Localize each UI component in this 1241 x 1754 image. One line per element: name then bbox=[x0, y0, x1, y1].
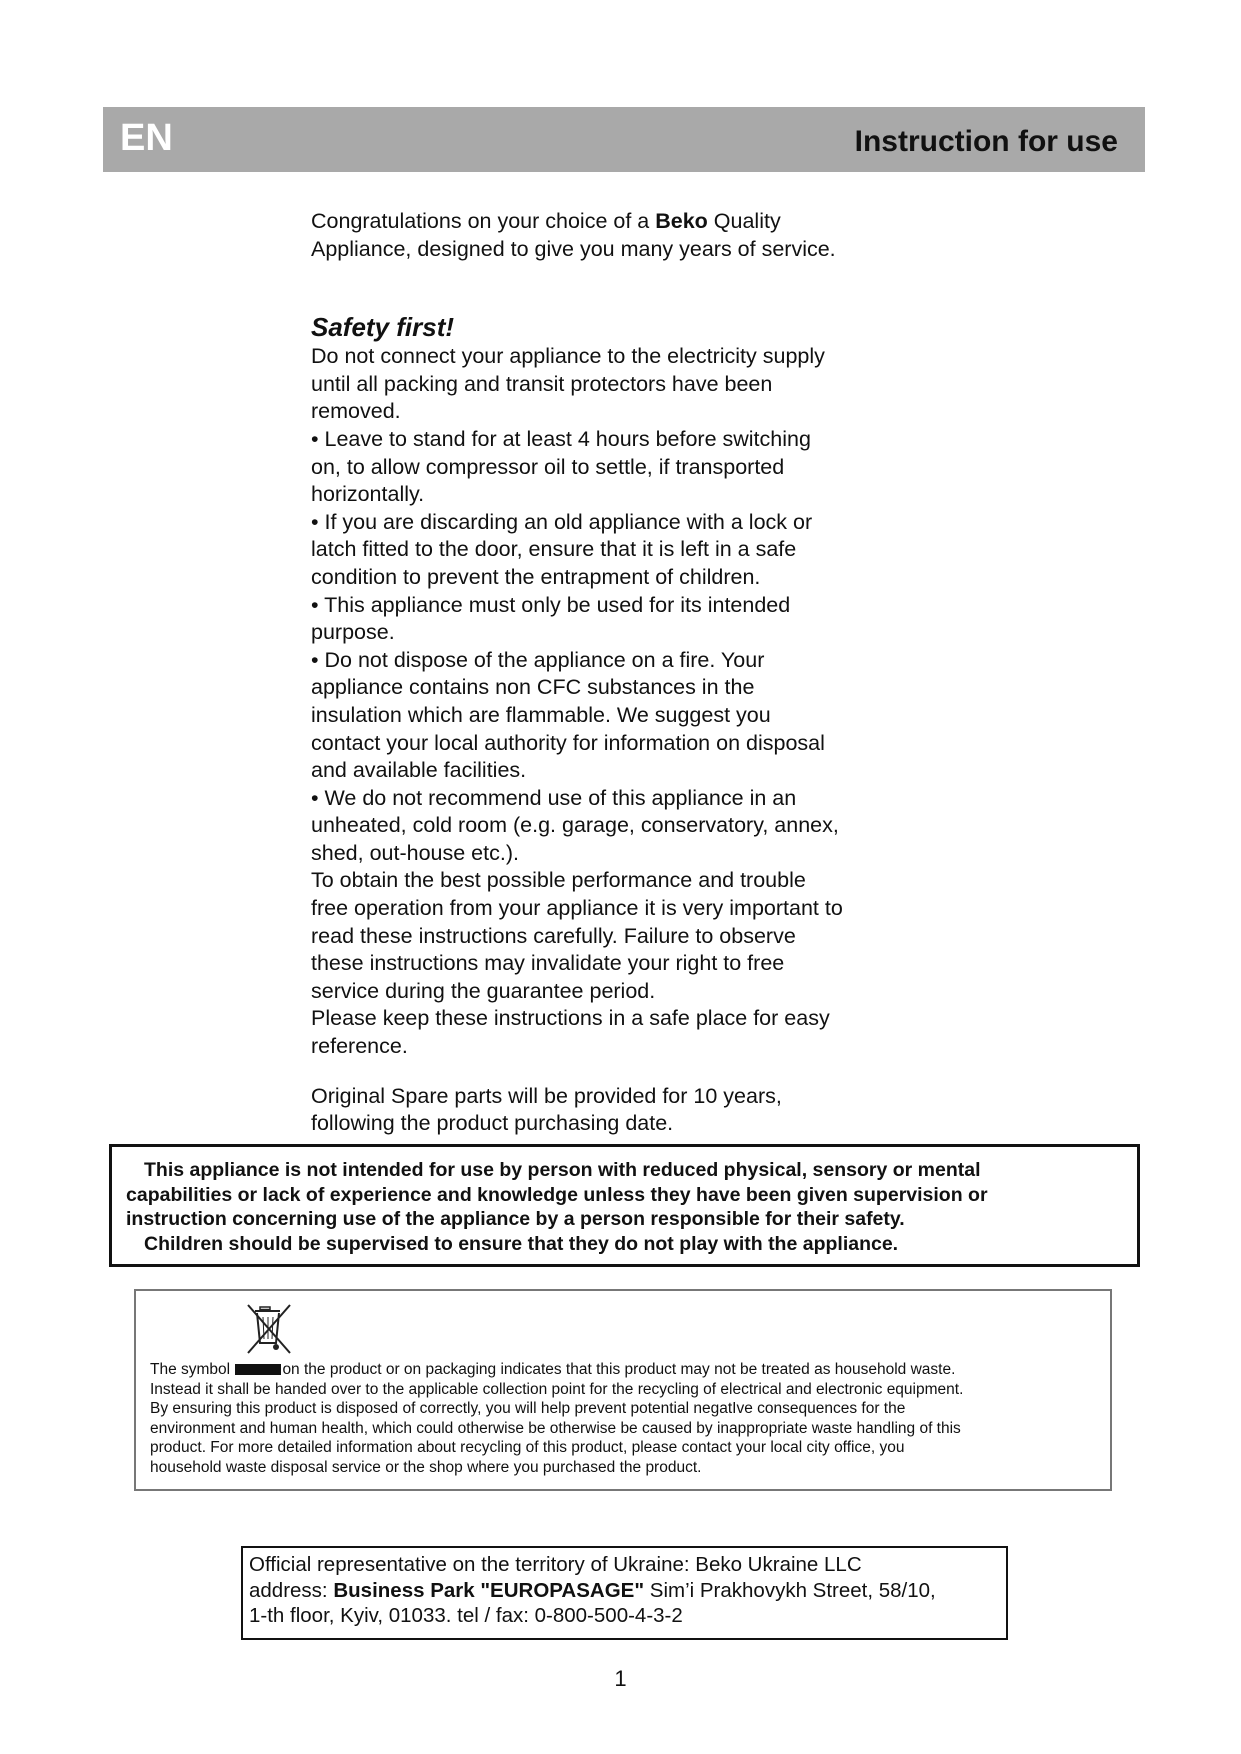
warning-line: This appliance is not intended for use by person with reduced physical, sensory or mental bbox=[144, 1159, 981, 1181]
address-line: address: Business Park "EUROPASAGE" Sim’i Prakhovykh Street, 58/10, bbox=[249, 1578, 936, 1602]
black-bar-symbol bbox=[235, 1364, 281, 1375]
safety-paragraph: • This appliance must only be used for its intended purpose. bbox=[311, 592, 791, 645]
safety-paragraph: To obtain the best possible performance and trouble free operation from your appliance it is very important to read these instructions carefully. Failure to observe these instructions may invalidate your right to free service during the guarantee period. bbox=[311, 868, 843, 1003]
warning-notice bbox=[109, 1144, 1140, 1267]
warning-line: instruction concerning use of the appliance by a person responsible for their safety. bbox=[126, 1208, 905, 1230]
page-header bbox=[103, 107, 1145, 172]
safety-paragraph: • Leave to stand for at least 4 hours before switching on, to allow compressor oil to settle, if transported horizontally. bbox=[311, 426, 811, 507]
spare-parts-note: Original Spare parts will be provided for 10 years, following the product purchasing date. bbox=[311, 1083, 782, 1136]
brand-name: Beko bbox=[655, 209, 708, 233]
safety-paragraph: Do not connect your appliance to the electricity supply until all packing and transit protectors have been removed. bbox=[311, 344, 825, 424]
weee-disposal-notice bbox=[134, 1289, 1112, 1491]
language-label: EN bbox=[120, 117, 173, 159]
contact-line: 1-th floor, Kyiv, 01033. tel / fax: 0-800-500-4-3-2 bbox=[249, 1604, 683, 1627]
safety-paragraphs bbox=[311, 343, 911, 1060]
safety-paragraph: • If you are discarding an old appliance with a lock or latch fitted to the door, ensure that it is left in a safe condition to prevent the entrapment of children. bbox=[311, 509, 813, 589]
crossed-out-wheelie-bin-icon bbox=[246, 1303, 292, 1355]
document-title: Instruction for use bbox=[854, 125, 1118, 158]
weee-text: The symbol on the product or on packaging indicates that this product may not be treated as household waste. Instead it shall be handed over to the applicable collection point for the recycling of electrical and electronic equipment. By ensuring this product is disposed of correctly, you will help prevent potential negatIve consequences for the environment and human health, which could otherwise be otherwise be caused by inappropriate waste handling of this product. For more detailed information about recycling of this product, please contact your local city office, you household waste disposal service or the shop where you purchased the product. bbox=[150, 1361, 964, 1476]
warning-line: capabilities or lack of experience and knowledge unless they have been given supervision or bbox=[126, 1183, 988, 1206]
main-content bbox=[311, 208, 911, 1138]
business-park-name: Business Park "EUROPASAGE" bbox=[333, 1578, 645, 1602]
safety-paragraph: • We do not recommend use of this appliance in an unheated, cold room (e.g. garage, conservatory, annex, shed, out-house etc.). bbox=[311, 785, 839, 865]
representative-line: Official representative on the territory of Ukraine: Beko Ukraine LLC bbox=[249, 1553, 862, 1576]
intro-paragraph: Congratulations on your choice of a Beko Quality Appliance, designed to give you many years of service. bbox=[311, 209, 836, 261]
page-number: 1 bbox=[614, 1666, 627, 1691]
safety-paragraph: • Do not dispose of the appliance on a fire. Your appliance contains non CFC substances in the insulation which are flammable. We suggest you contact your local authority for information on disposal and available facilities. bbox=[311, 647, 825, 783]
ukraine-representative-box bbox=[241, 1546, 1008, 1640]
safety-paragraph: Please keep these instructions in a safe place for easy reference. bbox=[311, 1006, 830, 1059]
safety-heading: Safety first! bbox=[311, 312, 455, 343]
children-warning: Children should be supervised to ensure that they do not play with the appliance. bbox=[144, 1232, 899, 1255]
